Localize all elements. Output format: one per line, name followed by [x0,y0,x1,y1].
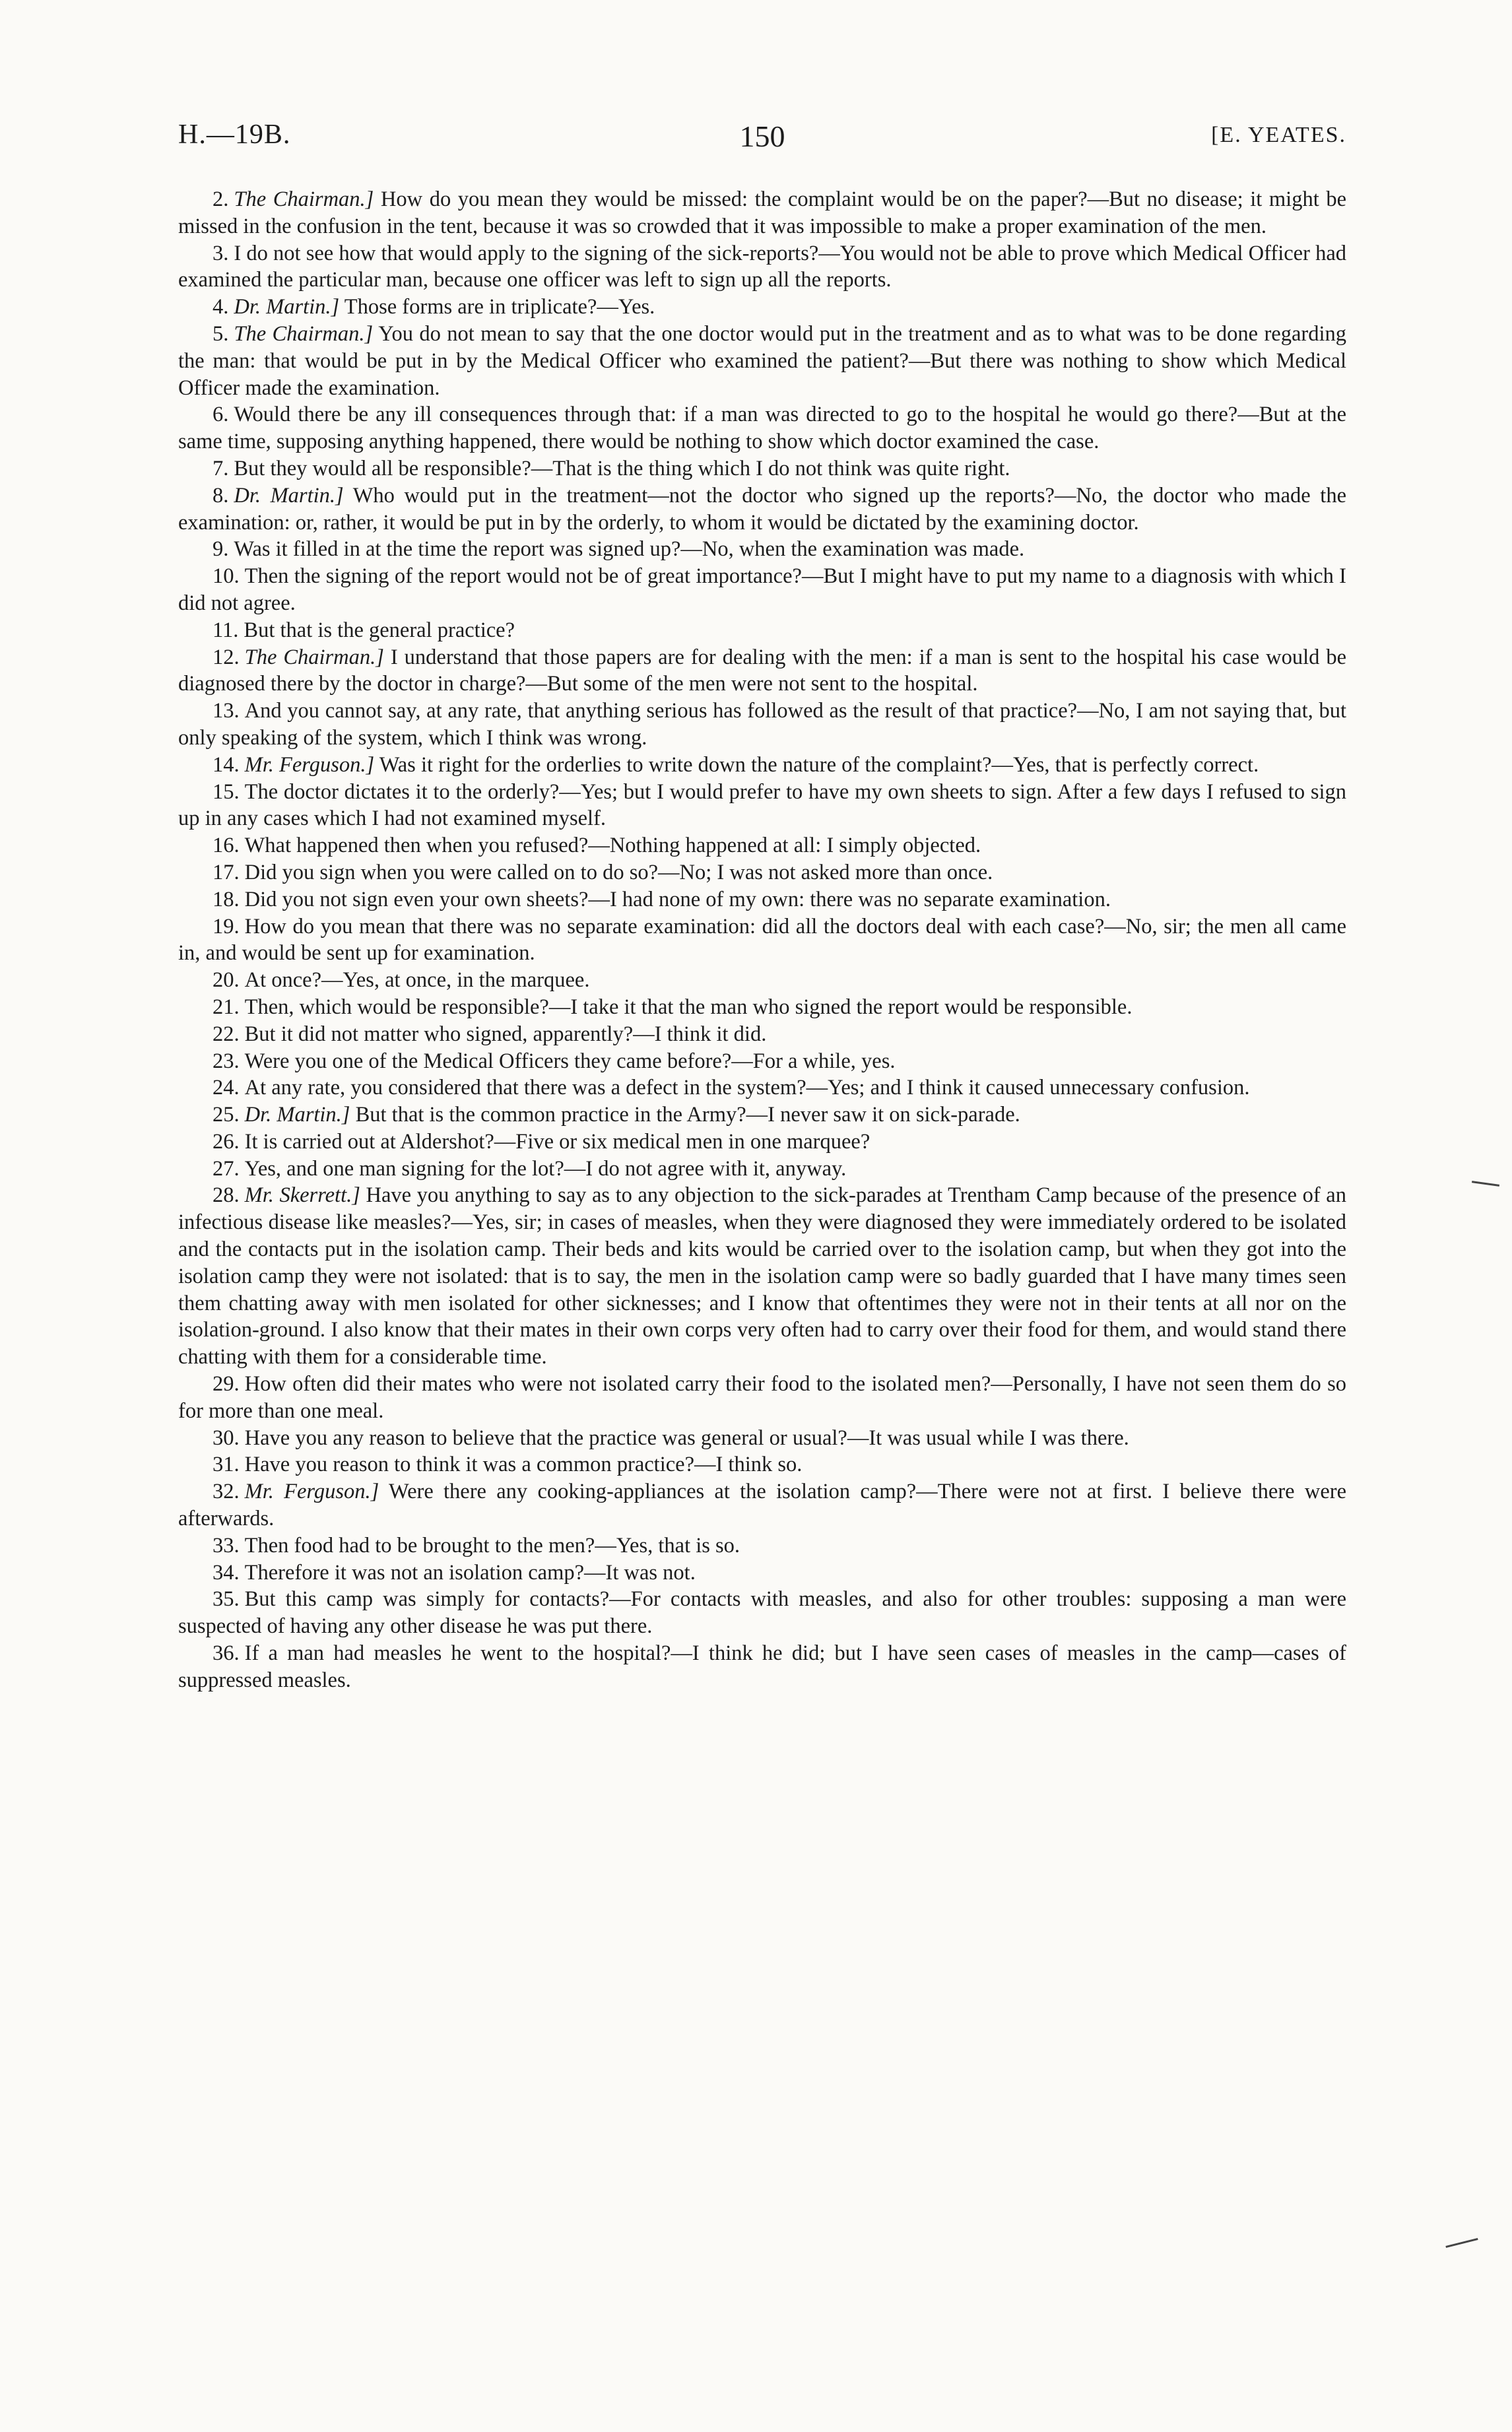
entry-number: 22. [213,1022,240,1046]
entry-speaker: Dr. Martin.] [234,295,340,319]
entry-number: 28. [213,1183,240,1208]
entry-number: 17. [213,860,240,884]
transcript-entry [178,913,1346,968]
entry-number: 27. [213,1156,240,1181]
entry-text: How do you mean they would be missed: the complaint would be on the paper?—But no disease; it might be missed in the confusion in the tent, because it was so crowded that it was impossible to make a proper examination of the men. [178,187,1346,238]
entry-text: I do not see how that would apply to the signing of the sick-reports?—You would not be able to prove which Medical Officer had examined the particular man, because one officer was left to sign up all the reports. [178,241,1346,292]
entry-speaker: The Chairman.] [234,321,374,346]
entry-text: Would there be any ill consequences through that: if a man was directed to go to the hospital he would go there?—But at the same time, supposing anything happened, there would be nothing to show which doctor examined the case. [178,403,1346,454]
entry-text: At once?—Yes, at once, in the marquee. [244,968,590,993]
transcript-entry [178,1560,1346,1587]
entry-text: Was it right for the orderlies to write down the nature of the complaint?—Yes, that is perfectly correct. [379,752,1259,777]
entry-text: Then the signing of the report would not be of great importance?—But I might have to put my name to a diagnosis with which I did not agree. [178,564,1346,615]
entry-number: 9. [213,537,229,562]
entry-text: Therefore it was not an isolation camp?—It was not. [244,1560,696,1585]
entry-text: At any rate, you considered that there was a defect in the system?—Yes; and I think it caused unnecessary confusion. [244,1076,1250,1100]
entry-text: Then, which would be responsible?—I take it that the man who signed the report would be responsible. [244,995,1133,1019]
entry-number: 20. [213,968,240,993]
entry-number: 33. [213,1533,240,1558]
transcript-entry [178,779,1346,833]
transcript-entry [178,832,1346,859]
running-head [178,119,1346,165]
entry-text: Have you any reason to believe that the practice was general or usual?—It was usual while I was there. [244,1426,1129,1450]
entry-text: How do you mean that there was no separate examination: did all the doctors deal with each case?—No, sir; the men all came in, and would be sent up for examination. [178,914,1346,966]
margin-mark [1472,1181,1499,1187]
entry-text: You do not mean to say that the one doctor would put in the treatment and as to what was to be done regarding the man: that would be put in by the Medical Officer who examined the patient?—But there was nothing to show which Medical Officer made the examination. [178,321,1346,400]
transcript-entry [178,698,1346,752]
entry-number: 34. [213,1560,240,1585]
transcript-entry [178,1451,1346,1478]
entry-text: But it did not matter who signed, apparently?—I think it did. [244,1022,767,1046]
transcript-entry [178,1640,1346,1694]
entry-number: 36. [213,1641,240,1666]
transcript-body [178,186,1346,1694]
entry-text: Those forms are in triplicate?—Yes. [344,295,655,319]
transcript-entry [178,294,1346,321]
entry-number: 31. [213,1453,240,1477]
entry-speaker: The Chairman.] [234,187,374,211]
entry-number: 5. [213,321,229,346]
entry-speaker: Mr. Skerrett.] [244,1183,360,1208]
entry-text: Have you anything to say as to any objection to the sick-parades at Trentham Camp because of the presence of an infectious disease like measles?—Yes, sir; in cases of measles, when they were diagnosed they were immediately ordered to be isolated and the contacts put in the isolation camp. Their beds and kits would be carried over to the isolation camp, but when they got into the isolation camp they were not isolated: that is to say, the men in the isolation camp were so badly guarded that I have many times seen them chatting away with men isolated for other sicknesses; and I know that oftentimes they were not in their tents at all nor on the isolation-ground. I also know that their mates in their own corps very often had to carry over their food for them, and would stand there chatting with them for a considerable time. [178,1183,1346,1369]
transcript-entry [178,321,1346,401]
transcript-entry [178,994,1346,1021]
entry-text: The doctor dictates it to the orderly?—Yes; but I would prefer to have my own sheets to sign. After a few days I refused to sign up in any cases which I had not examined myself. [178,779,1346,831]
entry-number: 10. [213,564,240,589]
entry-number: 11. [213,618,239,642]
entry-number: 30. [213,1426,240,1450]
entry-text: I understand that those papers are for dealing with the men: if a man is sent to the hospital his case would be diagnosed there by the doctor in charge?—But some of the men were not sent to the hospital. [178,645,1346,696]
transcript-entry [178,186,1346,240]
transcript-entry [178,1532,1346,1560]
entry-text: And you cannot say, at any rate, that anything serious has followed as the result of that practice?—No, I am not saying that, but only speaking of the system, which I think was wrong. [178,699,1346,750]
entry-number: 29. [213,1372,240,1397]
entry-number: 24. [213,1076,240,1100]
entry-text: Have you reason to think it was a common practice?—I think so. [244,1453,803,1477]
entry-text: Who would put in the treatment—not the doctor who signed up the reports?—No, the doctor who made the examination: or, rather, it would be put in by the orderly, to whom it would be dictated by the examining doctor. [178,483,1347,535]
entry-number: 23. [213,1049,240,1073]
entry-text: But they would all be responsible?—That is the thing which I do not think was quite right. [234,456,1010,480]
entry-number: 21. [213,995,240,1019]
entry-number: 8. [213,483,229,508]
witness-name: [E. YEATES. [1211,123,1346,147]
transcript-entry [178,967,1346,994]
paper-reference: H.—19B. [178,119,291,150]
entry-number: 32. [213,1480,240,1504]
transcript-entry [178,455,1346,482]
entry-text: Were you one of the Medical Officers they came before?—For a while, yes. [244,1049,896,1073]
transcript-entry [178,859,1346,886]
transcript-entry [178,401,1346,455]
entry-text: Yes, and one man signing for the lot?—I do not agree with it, anyway. [244,1156,847,1181]
entry-number: 12. [213,645,240,669]
entry-number: 7. [213,456,229,480]
transcript-entry [178,563,1346,617]
entry-number: 4. [213,295,229,319]
transcript-entry [178,1129,1346,1156]
transcript-entry [178,536,1346,563]
entry-number: 26. [213,1129,240,1154]
entry-speaker: The Chairman.] [244,645,384,669]
entry-text: But that is the common practice in the Army?—I never saw it on sick-parade. [355,1103,1020,1127]
entry-number: 13. [213,699,240,723]
transcript-entry [178,617,1346,644]
transcript-entry [178,1586,1346,1640]
entry-number: 25. [213,1103,240,1127]
entry-text: Did you not sign even your own sheets?—I had none of my own: there was no separate examination. [244,887,1111,911]
entry-text: It is carried out at Aldershot?—Five or six medical men in one marquee? [244,1129,871,1154]
entry-number: 2. [213,187,229,211]
transcript-entry [178,752,1346,779]
transcript-entry [178,240,1346,294]
transcript-entry [178,886,1346,913]
entry-number: 35. [213,1587,240,1612]
entry-text: Did you sign when you were called on to do so?—No; I was not asked more than once. [244,860,993,884]
entry-text: How often did their mates who were not isolated carry their food to the isolated men?—Personally, I have not seen them do so for more than one meal. [178,1372,1346,1423]
transcript-entry [178,1074,1346,1101]
entry-text: Was it filled in at the time the report was signed up?—No, when the examination was made. [234,537,1025,562]
entry-number: 18. [213,887,240,911]
transcript-entry [178,482,1346,537]
entry-text: Were there any cooking-appliances at the isolation camp?—There were not at first. I believe there were afterwards. [178,1480,1346,1531]
entry-text: But this camp was simply for contacts?—For contacts with measles, and also for other troubles: supposing a man were suspected of having any other disease he was put there. [178,1587,1346,1639]
transcript-entry [178,644,1346,698]
entry-speaker: Dr. Martin.] [234,483,344,508]
entry-number: 6. [213,403,229,427]
entry-text: But that is the general practice? [244,618,515,642]
entry-speaker: Mr. Ferguson.] [244,1480,379,1504]
transcript-entry [178,1478,1346,1532]
transcript-entry [178,1182,1346,1371]
entry-number: 16. [213,834,240,858]
margin-mark [1445,2238,1478,2248]
entry-text: What happened then when you refused?—Nothing happened at all: I simply objected. [244,834,981,858]
transcript-entry [178,1021,1346,1048]
page-number: 150 [739,119,785,153]
entry-text: Then food had to be brought to the men?—Yes, that is so. [244,1533,740,1558]
entry-number: 3. [213,241,229,265]
entry-number: 14. [213,752,240,777]
entry-text: If a man had measles he went to the hospital?—I think he did; but I have seen cases of measles in the camp—cases of suppressed measles. [178,1641,1346,1692]
transcript-entry [178,1156,1346,1183]
entry-speaker: Mr. Ferguson.] [244,752,375,777]
transcript-entry [178,1048,1346,1075]
entry-speaker: Dr. Martin.] [244,1103,350,1127]
transcript-entry [178,1101,1346,1129]
entry-number: 15. [213,779,240,804]
document-page [178,119,1346,1694]
transcript-entry [178,1371,1346,1425]
entry-number: 19. [213,914,240,938]
transcript-entry [178,1425,1346,1452]
